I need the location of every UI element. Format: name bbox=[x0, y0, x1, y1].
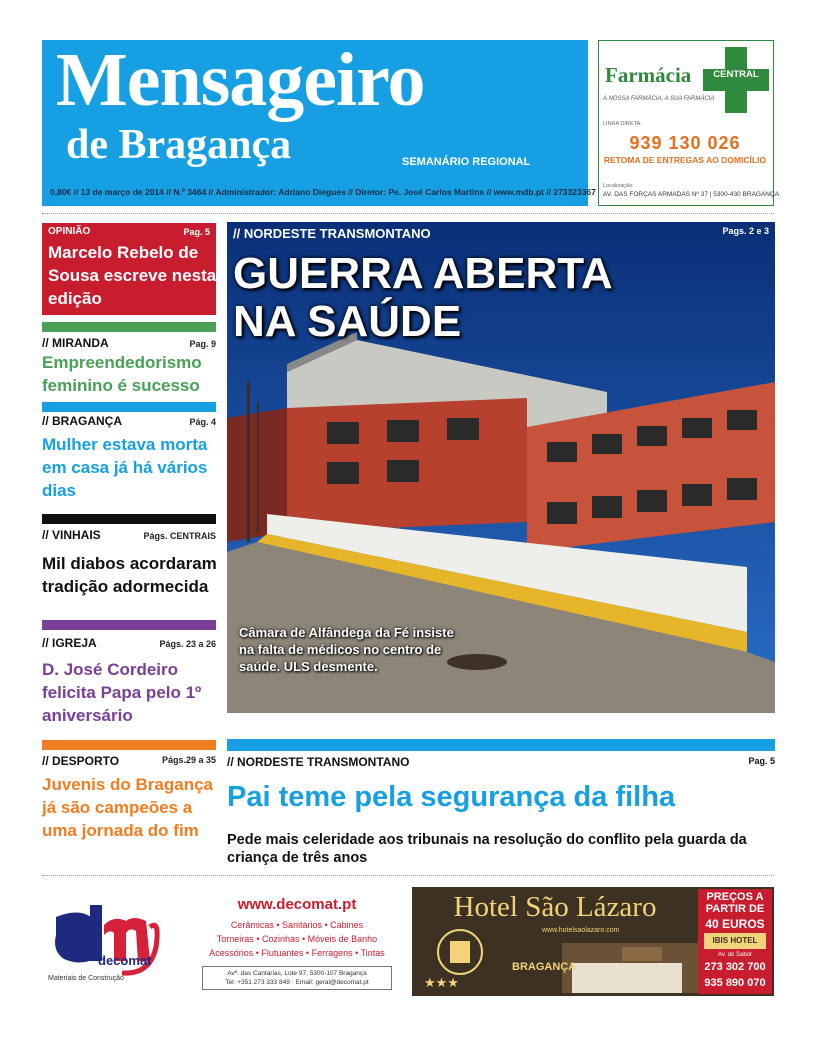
dm-brand: decomat bbox=[98, 953, 152, 968]
opinion-page: Pag. 5 bbox=[183, 227, 210, 237]
hotel-ad[interactable] bbox=[412, 887, 774, 996]
section-page-miranda: Pag. 9 bbox=[189, 339, 216, 349]
decomat-contacts: Tel: +351 273 333 849 · Email: geral@decomat.pt bbox=[225, 979, 369, 986]
lead-headline-line-1: GUERRA ABERTA bbox=[233, 249, 613, 298]
lead-headline[interactable] bbox=[233, 250, 613, 346]
hotel-logo: IBIS HOTEL bbox=[704, 933, 766, 949]
hotel-city: BRAGANÇA bbox=[512, 961, 577, 973]
pharmacy-phone: 939 130 026 bbox=[629, 133, 741, 153]
section-label-desporto: // DESPORTO bbox=[42, 754, 120, 768]
section-page-igreja: Págs. 23 a 26 bbox=[159, 639, 216, 649]
opinion-label: OPINIÃO bbox=[48, 226, 91, 237]
headline-vinhais[interactable]: Mil diabos acordaram tradição adormecida bbox=[42, 554, 217, 596]
hotel-crest-icon bbox=[432, 927, 488, 977]
newspaper-title: Mensageiro bbox=[56, 38, 425, 122]
decomat-url[interactable]: www.decomat.pt bbox=[237, 896, 357, 913]
hotel-phone-1: 273 302 700 bbox=[704, 961, 766, 973]
section-bar-desporto bbox=[42, 740, 216, 750]
weekly-label: SEMANÁRIO REGIONAL bbox=[402, 156, 531, 168]
second-story-page: Pag. 5 bbox=[748, 756, 775, 766]
masthead bbox=[42, 38, 596, 206]
hotel-address: Av. do Sabor bbox=[717, 952, 753, 958]
lead-caption: Câmara de Alfândega da Fé insiste na falta de médicos no centro de saúde. ULS desmente. bbox=[239, 625, 454, 674]
decomat-line-1: Cerâmicas • Sanitários • Cabines bbox=[230, 920, 364, 930]
pharmacy-badge: CENTRAL bbox=[713, 69, 759, 80]
opinion-headline: Marcelo Rebelo de Sousa escreve nesta edição bbox=[48, 243, 217, 308]
pharmacy-name: Farmácia bbox=[605, 63, 692, 87]
decomat-ad[interactable] bbox=[192, 890, 402, 994]
opinion-box[interactable] bbox=[42, 223, 216, 315]
headline-igreja[interactable]: D. José Cordeiro felicita Papa pelo 1º aniversário bbox=[42, 660, 202, 725]
section-label-miranda: // MIRANDA bbox=[42, 336, 109, 350]
hotel-price: 40 EUROS bbox=[705, 917, 765, 931]
decomat-logo-ad[interactable] bbox=[42, 887, 202, 997]
headline-miranda[interactable]: Empreendedorismo feminino é sucesso bbox=[42, 353, 202, 395]
edition-info: 0,80€ // 13 de março de 2014 // N.º 3464 // Administrador: Adriano Diegues // Diretor: Pe. José Carlos Martins // www.mdb.pt // 273323367 bbox=[50, 187, 596, 197]
lead-story-photo[interactable] bbox=[227, 222, 775, 713]
section-label-vinhais: // VINHAIS bbox=[42, 528, 101, 542]
decomat-line-3: Acessórios • Flutuantes • Ferragens • Tintas bbox=[209, 948, 385, 958]
hotel-stars: ★★★ bbox=[424, 975, 459, 990]
pharmacy-line-label: LINHA DIRETA: bbox=[603, 121, 642, 127]
divider bbox=[42, 213, 774, 214]
lead-pages: Pags. 2 e 3 bbox=[722, 226, 769, 236]
second-story-bar bbox=[227, 739, 775, 751]
section-bar-igreja bbox=[42, 620, 216, 630]
decomat-address-box bbox=[202, 966, 392, 990]
section-label-braganca: // BRAGANÇA bbox=[42, 414, 122, 428]
section-bar-braganca bbox=[42, 402, 216, 412]
pharmacy-location-label: Localização: bbox=[603, 183, 634, 189]
second-story-headline[interactable]: Pai teme pela segurança da filha bbox=[227, 781, 676, 813]
hotel-phone-2: 935 890 070 bbox=[704, 977, 766, 989]
section-bar-vinhais bbox=[42, 514, 216, 524]
hotel-room-image bbox=[562, 943, 698, 993]
hotel-price-label: PREÇOS A PARTIR DE bbox=[705, 891, 765, 915]
pharmacy-delivery: RETOMA DE ENTREGAS AO DOMICÍLIO bbox=[603, 155, 767, 165]
section-label-igreja: // IGREJA bbox=[42, 636, 97, 650]
hotel-price-panel bbox=[698, 889, 772, 994]
divider bbox=[42, 875, 774, 876]
hotel-url: www.hotelsaolazaro.com bbox=[542, 927, 620, 934]
section-page-desporto: Págs.29 a 35 bbox=[161, 755, 216, 765]
pharmacy-ad[interactable] bbox=[598, 40, 780, 206]
lead-headline-line-2: NA SAÚDE bbox=[233, 297, 462, 346]
decomat-line-2: Torneiras • Cozinhas • Móveis de Banho bbox=[216, 934, 378, 944]
newspaper-subtitle: de Bragança bbox=[66, 122, 292, 168]
headline-braganca[interactable]: Mulher estava morta em casa já há vários dias bbox=[42, 435, 208, 500]
second-story-kicker: // NORDESTE TRANSMONTANO bbox=[227, 755, 410, 769]
pharmacy-tagline: A NOSSA FARMÁCIA, A SUA FARMÁCIA bbox=[603, 96, 715, 102]
hotel-title: Hotel São Lázaro bbox=[453, 891, 657, 923]
section-page-vinhais: Págs. CENTRAIS bbox=[143, 531, 216, 541]
pharmacy-address: AV. DAS FORÇAS ARMADAS Nº 37 | 5300-430 BRAGANÇA bbox=[603, 191, 780, 198]
lead-kicker: // NORDESTE TRANSMONTANO bbox=[233, 226, 431, 241]
headline-desporto[interactable]: Juvenis do Bragança já são campeões a uma jornada do fim bbox=[42, 775, 214, 840]
section-bar-miranda bbox=[42, 322, 216, 332]
dm-tagline: Materiais de Construção bbox=[48, 975, 124, 982]
pharmacy-cross-icon bbox=[703, 47, 769, 113]
section-page-braganca: Pág. 4 bbox=[189, 417, 216, 427]
second-story-subhead: Pede mais celeridade aos tribunais na resolução do conflito pela guarda da criança de três anos bbox=[227, 832, 747, 866]
decomat-address: Avª. das Cantarias, Lote 97, 5300-107 Bragança bbox=[227, 970, 367, 977]
